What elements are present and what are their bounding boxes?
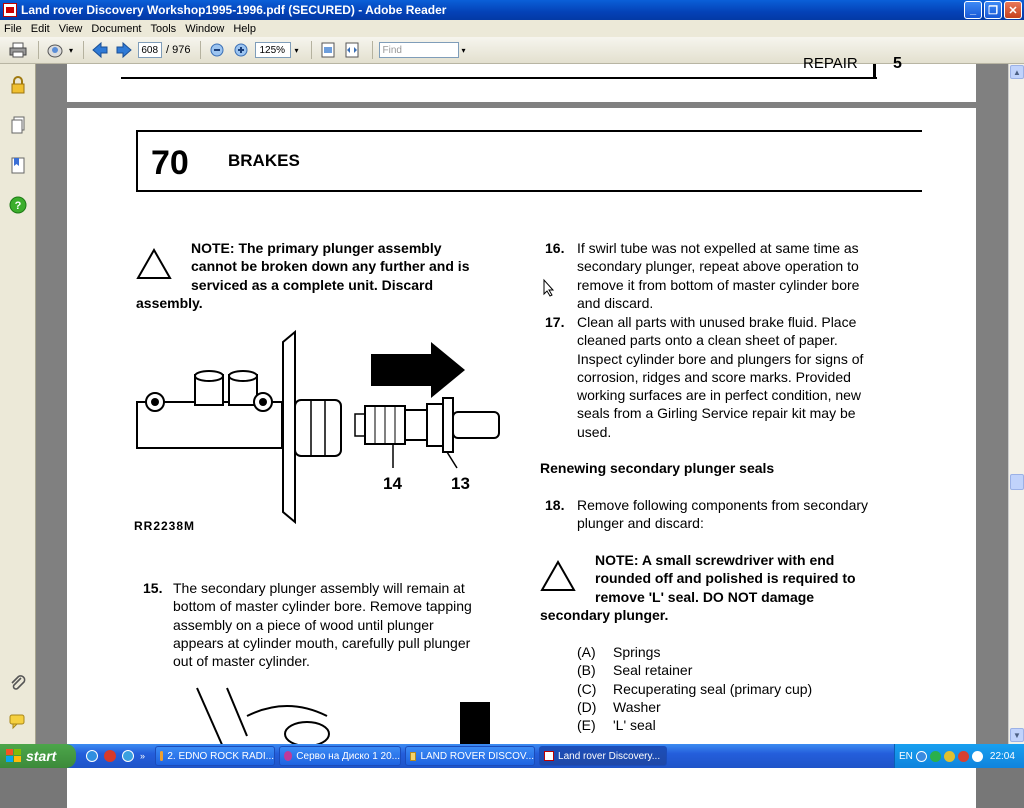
menu-bar	[0, 20, 1024, 37]
clock: 22:04	[989, 750, 1015, 762]
window-title: Land rover Discovery Workshop1995-1996.pdf (SECURED) - Adobe Reader	[21, 3, 447, 17]
previous-page-header: REPAIR	[803, 55, 858, 72]
step-17-number: 17.	[545, 314, 565, 330]
list-item: (A) Springs	[577, 644, 661, 660]
vertical-scrollbar[interactable]	[1008, 64, 1024, 744]
print-icon[interactable]	[8, 41, 28, 59]
tray-icon-d[interactable]	[958, 751, 969, 762]
menu-file[interactable]: File	[4, 22, 22, 35]
start-button[interactable]	[0, 744, 76, 768]
opera-icon[interactable]	[104, 750, 116, 762]
note-screwdriver: NOTE: A small screwdriver with end rounded off and polished is required to remove 'L' seal. DO NOT damage	[595, 552, 856, 605]
zoom-input[interactable]: 125%	[255, 42, 291, 58]
ie-icon[interactable]	[86, 750, 98, 762]
zoom-out-icon[interactable]	[207, 41, 227, 59]
warning-triangle-icon	[136, 248, 172, 280]
restore-button[interactable]: ❐	[984, 1, 1002, 19]
navigation-pane	[0, 64, 36, 744]
expand-icon[interactable]: »	[140, 751, 146, 761]
step-15-text: The secondary plunger assembly will remain at bottom of master cylinder bore. Remove tapping assembly on a piece of wood until plunger appears at cylinder mouth, carefully pull plunger out of master cylinder.	[173, 580, 472, 670]
warning-triangle-icon	[540, 560, 576, 592]
svg-text:?: ?	[14, 200, 22, 212]
note-primary-plunger: NOTE: The primary plunger assembly cannot be broken down any further and is serviced as a complete unit. Discard	[191, 240, 470, 293]
scroll-up-button[interactable]: ▲	[1010, 65, 1024, 79]
fit-width-icon[interactable]	[342, 41, 362, 59]
menu-document[interactable]: Document	[91, 22, 142, 35]
title-bar	[0, 0, 1024, 20]
step-18-number: 18.	[545, 497, 565, 513]
list-item: (E) 'L' seal	[577, 717, 656, 734]
find-dropdown-icon[interactable]: ▾	[461, 45, 466, 55]
pdf-page	[67, 108, 976, 808]
close-button[interactable]: ✕	[1004, 1, 1022, 19]
components-list	[577, 643, 812, 734]
language-indicator[interactable]: EN	[899, 750, 913, 762]
pages-icon[interactable]	[9, 116, 27, 134]
mouse-cursor-icon	[543, 279, 555, 297]
menu-tools[interactable]: Tools	[150, 22, 177, 35]
section-title: BRAKES	[228, 151, 300, 170]
comments-icon[interactable]	[9, 712, 27, 730]
task-folder[interactable]: LAND ROVER DISCOV...	[405, 746, 535, 766]
subheading-secondary-seals: Renewing secondary plunger seals	[540, 460, 775, 476]
previous-page-number: 5	[893, 55, 902, 72]
scroll-down-button[interactable]: ▼	[1010, 728, 1024, 742]
tray-icon-c[interactable]	[944, 751, 955, 762]
task-winamp[interactable]: 2. EDNO ROCK RADI...	[155, 746, 275, 766]
help-icon[interactable]	[9, 196, 27, 214]
toolbar: ▾ 608 / 976 125% ▾ Find ▾	[0, 37, 1024, 64]
previous-page-icon[interactable]	[90, 41, 110, 59]
section-number: 70	[151, 144, 189, 182]
step-17-text: Clean all parts with unused brake fluid. Place cleaned parts onto a clean sheet of paper. Inspect cylinder bore and plungers for signs of corrosion, ridges and score marks. Provided working surfaces are in perfect condition, new seals from a Girling Service repair kit may be used.	[577, 314, 864, 440]
tray-icon-a[interactable]	[916, 751, 927, 762]
list-item: (B) Seal retainer	[577, 662, 693, 679]
taskbar	[0, 744, 1024, 768]
previous-page-fragment	[67, 55, 976, 102]
note-screwdriver-end: secondary plunger.	[540, 607, 669, 623]
task-adobe-reader[interactable]: Land rover Discovery...	[539, 746, 667, 766]
master-cylinder-diagram	[135, 332, 510, 522]
scroll-thumb[interactable]	[1010, 474, 1024, 490]
adobe-reader-icon	[3, 3, 17, 17]
find-input[interactable]: Find	[379, 42, 459, 58]
minimize-button[interactable]: _	[964, 1, 982, 19]
security-lock-icon[interactable]	[9, 76, 27, 94]
start-label: start	[26, 748, 57, 764]
menu-window[interactable]: Window	[185, 22, 225, 35]
list-item: (D) Washer	[577, 698, 661, 715]
list-item: (C) Recuperating seal (primary cup)	[577, 680, 813, 697]
step-18-text: Remove following components from secondary plunger and discard:	[577, 497, 869, 532]
menu-edit[interactable]: Edit	[30, 22, 50, 35]
zoom-dropdown-icon[interactable]: ▾	[294, 45, 299, 55]
tray-icon-b[interactable]	[930, 751, 941, 762]
windows-logo-icon	[6, 749, 22, 763]
page-total: / 976	[166, 44, 191, 56]
callout-13: 13	[451, 474, 470, 493]
system-tray	[894, 744, 1024, 768]
page-number-input[interactable]: 608	[138, 42, 162, 58]
callout-14: 14	[383, 474, 402, 493]
next-page-icon[interactable]	[114, 41, 134, 59]
menu-view[interactable]: View	[58, 22, 83, 35]
attachments-icon[interactable]	[9, 674, 27, 692]
step-15-number: 15.	[143, 580, 163, 596]
quick-launch	[86, 750, 145, 762]
task-browser[interactable]: Серво на Диско 1 20...	[279, 746, 401, 766]
messenger-icon[interactable]	[122, 750, 134, 762]
menu-help[interactable]: Help	[233, 22, 256, 35]
hand-tool-icon[interactable]	[45, 41, 65, 59]
volume-icon[interactable]	[972, 751, 983, 762]
figure-caption: RR2238M	[134, 519, 196, 533]
step-16-number: 16.	[545, 240, 565, 256]
fit-page-icon[interactable]	[318, 41, 338, 59]
step-16-text: If swirl tube was not expelled at same time as secondary plunger, repeat above operation to remove it from bottom of master cylinder bore and discard.	[577, 240, 860, 311]
bookmarks-icon[interactable]	[9, 156, 27, 174]
note-primary-plunger-end: assembly.	[136, 295, 203, 311]
zoom-in-icon[interactable]	[231, 41, 251, 59]
document-area[interactable]	[36, 55, 1008, 744]
